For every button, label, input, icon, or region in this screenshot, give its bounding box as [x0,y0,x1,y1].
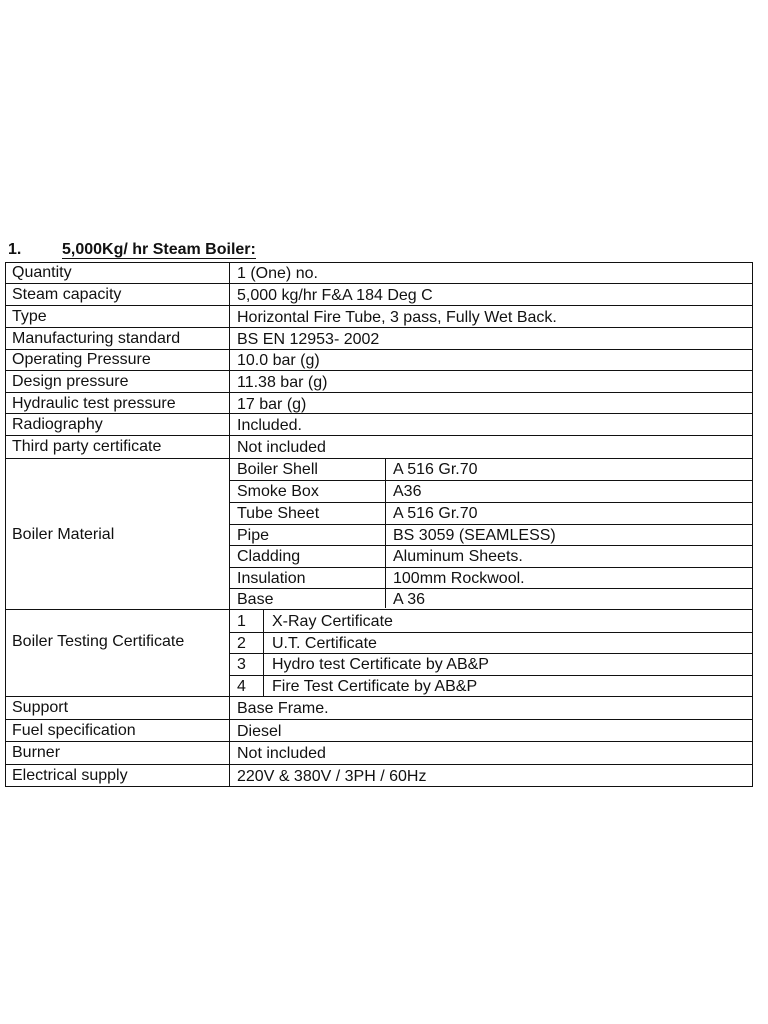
row-value-radiography: Included. [237,417,302,434]
testing-certificate: Fire Test Certificate by AB&P [272,678,478,695]
row-label-operating-pressure: Operating Pressure [12,351,151,368]
row-value-burner: Not included [237,745,326,762]
row-divider [6,413,752,414]
boiler-testing-label: Boiler Testing Certificate [12,633,185,650]
row-value-support: Base Frame. [237,700,329,717]
row-divider [6,458,752,459]
row-divider [6,696,752,697]
testing-certificate: U.T. Certificate [272,635,377,652]
testing-row-divider [229,632,752,633]
material-part: Pipe [237,527,270,544]
boiler-spec-table [5,262,753,787]
material-part: Insulation [237,570,306,587]
material-part: Boiler Shell [237,461,318,478]
row-divider [6,370,752,371]
row-label-hydraulic-test-pressure: Hydraulic test pressure [12,395,176,412]
row-divider [6,283,752,284]
row-label-steam-capacity: Steam capacity [12,286,122,303]
testing-row-divider [229,675,752,676]
row-divider [6,719,752,720]
row-label-radiography: Radiography [12,416,103,433]
row-value-steam-capacity: 5,000 kg/hr F&A 184 Deg C [237,287,433,304]
testing-number: 3 [237,656,246,673]
material-part: Tube Sheet [237,505,320,522]
row-value-third-party-certificate: Not included [237,439,326,456]
row-label-support: Support [12,699,69,716]
testing-certificate: Hydro test Certificate by AB&P [272,656,489,673]
row-divider [6,741,752,742]
material-row-divider [229,545,752,546]
row-divider [6,764,752,765]
row-label-electrical-supply: Electrical supply [12,767,128,784]
row-divider [6,435,752,436]
material-spec: A 36 [393,591,426,608]
material-row-divider [229,502,752,503]
testing-number: 4 [237,678,246,695]
row-label-design-pressure: Design pressure [12,373,129,390]
section-heading [8,238,256,262]
row-value-type: Horizontal Fire Tube, 3 pass, Fully Wet Back. [237,309,557,326]
row-divider [6,349,752,350]
row-divider [6,392,752,393]
row-label-type: Type [12,308,47,325]
material-spec: A36 [393,483,422,500]
testing-row-divider [229,653,752,654]
material-row-divider [229,567,752,568]
boiler-material-label: Boiler Material [12,526,115,543]
row-value-electrical-supply: 220V & 380V / 3PH / 60Hz [237,768,427,785]
testing-number: 2 [237,635,246,652]
row-value-fuel-specification: Diesel [237,723,282,740]
row-label-third-party-certificate: Third party certificate [12,438,162,455]
material-row-divider [229,524,752,525]
row-label-burner: Burner [12,744,61,761]
material-spec: Aluminum Sheets. [393,548,523,565]
material-spec: A 516 Gr.70 [393,505,478,522]
material-spec: 100mm Rockwool. [393,570,525,587]
material-spec: A 516 Gr.70 [393,461,478,478]
row-value-hydraulic-test-pressure: 17 bar (g) [237,396,307,413]
section-title: 5,000Kg/ hr Steam Boiler: [62,241,256,258]
row-value-operating-pressure: 10.0 bar (g) [237,352,320,369]
row-divider [6,609,752,610]
row-value-quantity: 1 (One) no. [237,265,318,282]
row-label-quantity: Quantity [12,264,72,281]
material-row-divider [229,480,752,481]
row-value-design-pressure: 11.38 bar (g) [237,374,328,391]
material-spec: BS 3059 (SEAMLESS) [393,527,556,544]
testing-number: 1 [237,613,246,630]
material-part: Smoke Box [237,483,319,500]
row-value-manufacturing-standard: BS EN 12953- 2002 [237,331,380,348]
material-part: Base [237,591,274,608]
material-part: Cladding [237,548,301,565]
row-label-fuel-specification: Fuel specification [12,722,136,739]
material-row-divider [229,588,752,589]
row-label-manufacturing-standard: Manufacturing standard [12,330,181,347]
testing-certificate: X-Ray Certificate [272,613,393,630]
row-divider [6,305,752,306]
row-divider [6,327,752,328]
section-number: 1. [8,241,22,258]
